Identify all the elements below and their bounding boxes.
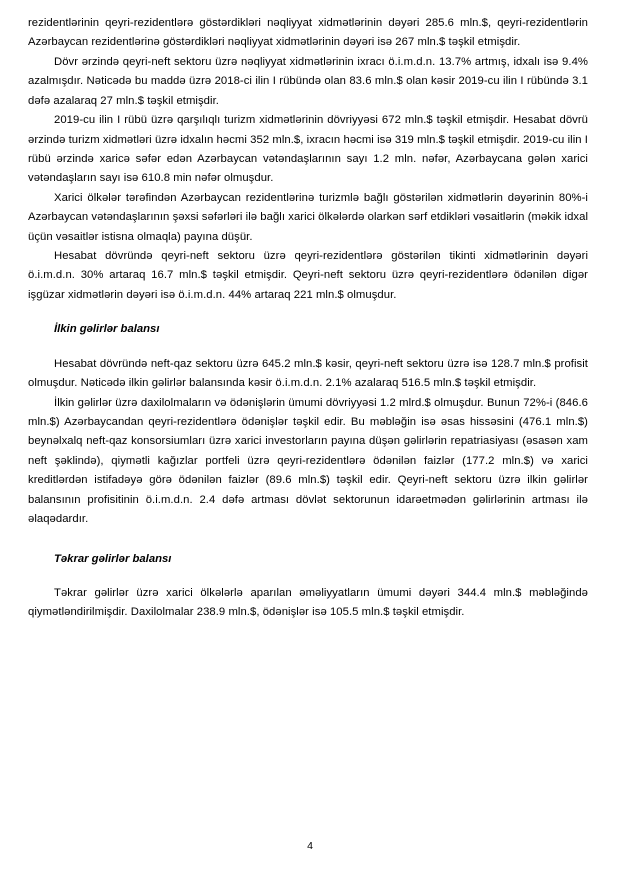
paragraph: Dövr ərzində qeyri-neft sektoru üzrə nəqliyyat xidmətlərinin ixracı ö.i.m.d.n. 13.7% artmış, idxalı isə 9.4% azalmışdır. Nəticədə bu maddə üzrə 2018-ci ilin I rübündə olan 83.6 mln.$ olan kəsir 2019-cu ilin I rübündə 3.1 dəfə azalaraq 27 mln.$ təşkil etmişdir. [28, 55, 588, 107]
page-number: 4 [307, 840, 313, 852]
paragraph: Hesabat dövründə neft-qaz sektoru üzrə 645.2 mln.$ kəsir, qeyri-neft sektoru üzrə isə 128.7 mln.$ profisit olmuşdur. Nəticədə ilkin gəlirlər balansında kəsir ö.i.m.d.n. 2.1% azalaraq 516.5 mln.$ təşkil etmişdir. [28, 357, 588, 390]
paragraph: rezidentlərinin qeyri-rezidentlərə göstərdikləri nəqliyyat xidmətlərinin dəyəri 285.6 mln.$, qeyri-rezidentlərin Azərbaycan rezidentlərinə göstərdikləri nəqliyyat xidmətlərinin dəyəri isə 267 mln.$ təşkil etmişdir. [28, 17, 588, 49]
spacer [28, 340, 588, 355]
paragraph: Xarici ölkələr tərəfindən Azərbaycan rezidentlərinə turizmlə bağlı göstərilən xidmətlərin dəyərinin 80%-i Azərbaycan vətəndaşlarının şəxsi səfərləri ilə bağlı xarici ölkələrdə olarkən sərf etdikləri vəsaitlərin (məkik idxal üçün vəsaitlər istisna olmaqla) payına düşür. [28, 191, 588, 243]
paragraph: Hesabat dövründə qeyri-neft sektoru üzrə qeyri-rezidentlərə göstərilən tikinti xidmətlərinin dəyəri ö.i.m.d.n. 30% artaraq 16.7 mln.$ təşkil etmişdir. Qeyri-neft sektoru üzrə qeyri-rezidentlərə ödənilən digər işgüzar xidmətlərin dəyəri isə ö.i.m.d.n. 44% artaraq 221 mln.$ olmuşdur. [28, 250, 588, 301]
paragraph: Təkrar gəlirlər üzrə xarici ölkələrlə aparılan əməliyyatların ümumi dəyəri 344.4 mln.$ məbləğində qiymətləndirilmişdir. Daxilolmalar 238.9 mln.$, ödənişlər isə 105.5 mln.$ təşkil etmişdir. [28, 586, 588, 619]
spacer [28, 305, 588, 320]
paragraph: 2019-cu ilin I rübü üzrə qarşılıqlı turizm xidmətlərinin dövriyyəsi 672 mln.$ təşkil etmişdir. Hesabat dövrü ərzində turizm xidmətləri üzrə idxalın həcmi 352 mln.$, ixracın həcmi isə 319 mln.$ təşkil etmişdir. 2019-cu ilin I rübü ərzində xaricə səfər edən Azərbaycan vətəndaşlarının sayı 1.2 mln. nəfər, Azərbaycana gələn xarici vətəndaşların sayı isə 610.8 min nəfər olmuşdur. [28, 114, 588, 185]
spacer [28, 530, 588, 550]
spacer [28, 569, 588, 584]
section-heading-primary-income: İlkin gəlirlər balansı [54, 323, 160, 336]
paragraph: İlkin gəlirlər üzrə daxilolmaların və ödənişlərin ümumi dövriyyəsi 1.2 mlrd.$ olmuşdur. Bunun 72%-i (846.6 mln.$) Azərbaycandan qeyri-rezidentlərə ödənişlər təşkil edir. Bu məbləğin isə əsas hissəsini (476.1 mln.$) beynəlxalq neft-qaz konsorsiumları üzrə xarici investorların payına düşən gəlirlərin repatriasiyası (əsasən xam neft şəklində), qiymətli kağızlar portfeli üzrə qeyri-rezidentlərə ödənilən faizlər (177.2 mln.$) və xarici kreditlərdən istifadəyə görə ödənilən faizlər (89.6 mln.$) təşkil edir. Qeyri-neft sektoru üzrə ilkin gəlirlər balansının profisitinin ö.i.m.d.n. 2.4 dəfə artması dövlət sektorunun idarəetmədən gəlirlərinin artması ilə əlaqədardır. [28, 396, 588, 526]
section-heading-secondary-income: Təkrar gəlirlər balansı [54, 552, 172, 565]
